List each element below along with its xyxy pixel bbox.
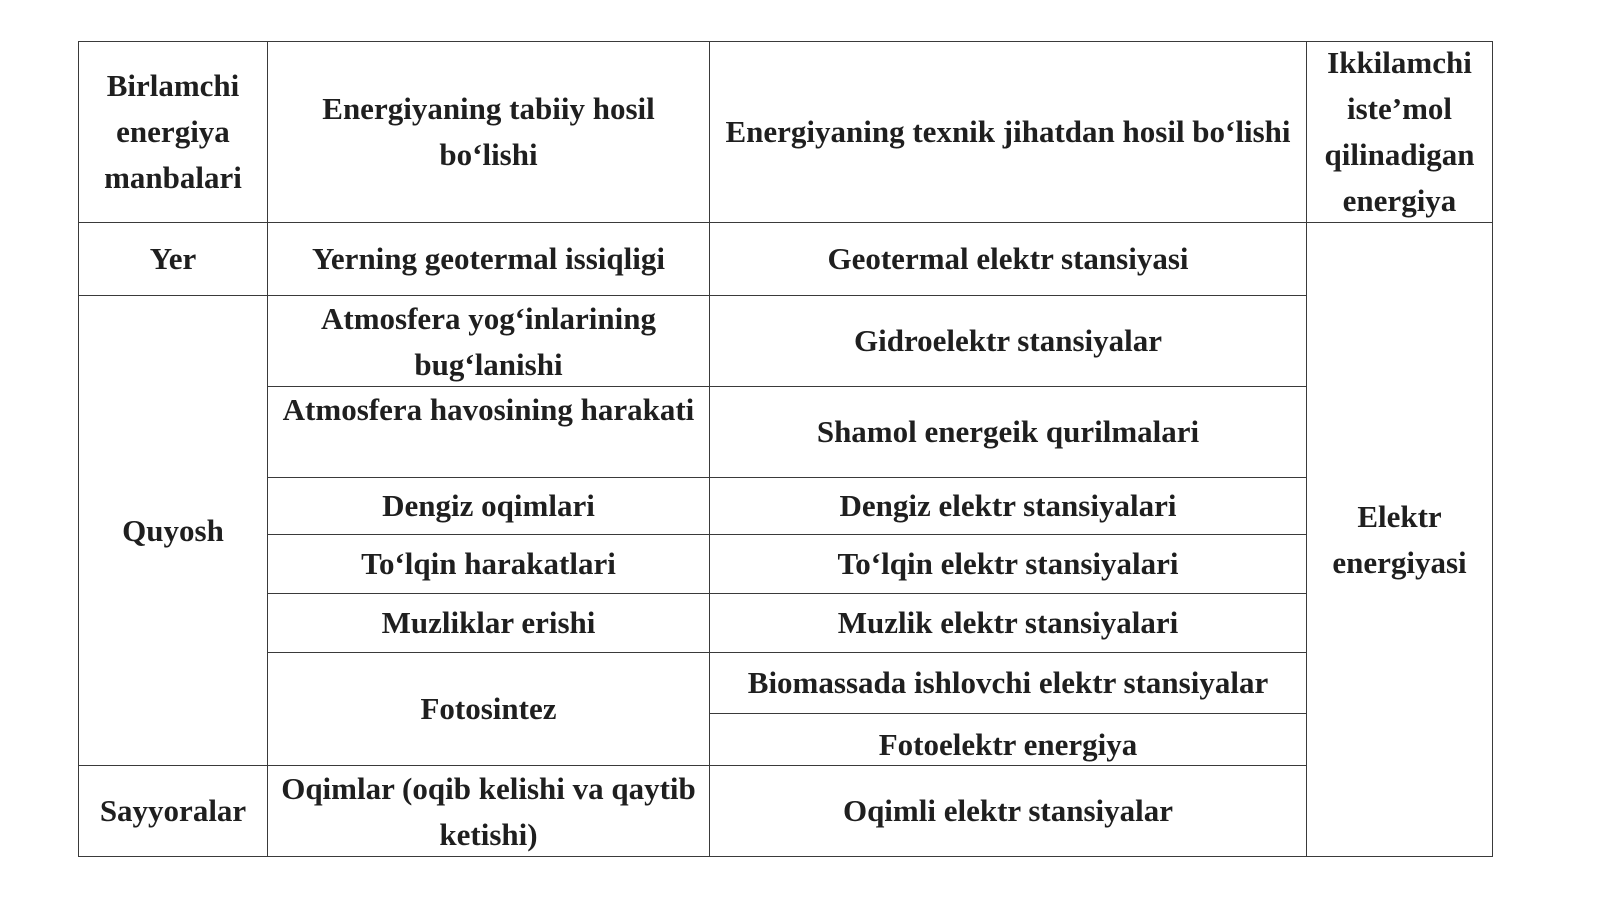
natural-cell: [268, 296, 710, 387]
table-row: [79, 296, 1493, 387]
header-row: [79, 42, 1493, 223]
table-row: [79, 594, 1493, 653]
header-secondary-energy: [1307, 42, 1493, 223]
technical-cell: Dengiz elektr stansiyalari: [710, 478, 1307, 535]
secondary-energy-value: Elektr energiyasi: [1307, 223, 1493, 857]
table-row: [79, 478, 1493, 535]
natural-cell: [268, 766, 710, 857]
source-sayyoralar: Sayyoralar: [79, 766, 268, 857]
header-technical-formation: Energiyaning texnik jihatdan hosil bo‘lishi: [710, 42, 1307, 223]
technical-cell: Gidroelektr stansiyalar: [710, 296, 1307, 387]
technical-cell: Geotermal elektr stansiyasi: [710, 223, 1307, 296]
header-natural-formation: Energiyaning tabiiy hosil bo‘lishi: [268, 42, 710, 223]
technical-cell: [710, 714, 1307, 766]
table-row: [79, 653, 1493, 714]
technical-cell: Biomassada ishlovchi elektr stansiyalar: [710, 653, 1307, 714]
natural-cell: Dengiz oqimlari: [268, 478, 710, 535]
technical-cell: Shamol energeik qurilmalari: [710, 387, 1307, 478]
natural-cell: [268, 387, 710, 478]
natural-cell: Yerning geotermal issiqligi: [268, 223, 710, 296]
table-row: [79, 535, 1493, 594]
natural-cell-text: Oqimlar (oqib kelishi va qaytib ketishi): [281, 771, 696, 852]
technical-cell: Muzlik elektr stansiyalari: [710, 594, 1307, 653]
natural-cell-text: Atmosfera havosining harakati: [282, 392, 695, 427]
energy-sources-table: [78, 41, 1493, 857]
natural-cell-text: Atmosfera yog‘inlarining bug‘lanishi: [321, 301, 656, 382]
natural-cell: Muzliklar erishi: [268, 594, 710, 653]
table-row: [79, 766, 1493, 857]
natural-cell: To‘lqin harakatlari: [268, 535, 710, 594]
source-yer: Yer: [79, 223, 268, 296]
source-quyosh: Quyosh: [79, 296, 268, 766]
technical-cell: Oqimli elektr stansiyalar: [710, 766, 1307, 857]
natural-cell: Fotosintez: [268, 653, 710, 766]
table-row: [79, 223, 1493, 296]
header-secondary-energy-text: Ikkilamchi iste’mol qilinadigan energiya: [1324, 45, 1475, 218]
header-primary-sources: Birlamchi energiya manbalari: [79, 42, 268, 223]
technical-cell: To‘lqin elektr stansiyalari: [710, 535, 1307, 594]
technical-cell-text: Fotoelektr energiya: [878, 727, 1138, 762]
table-row: [79, 387, 1493, 478]
